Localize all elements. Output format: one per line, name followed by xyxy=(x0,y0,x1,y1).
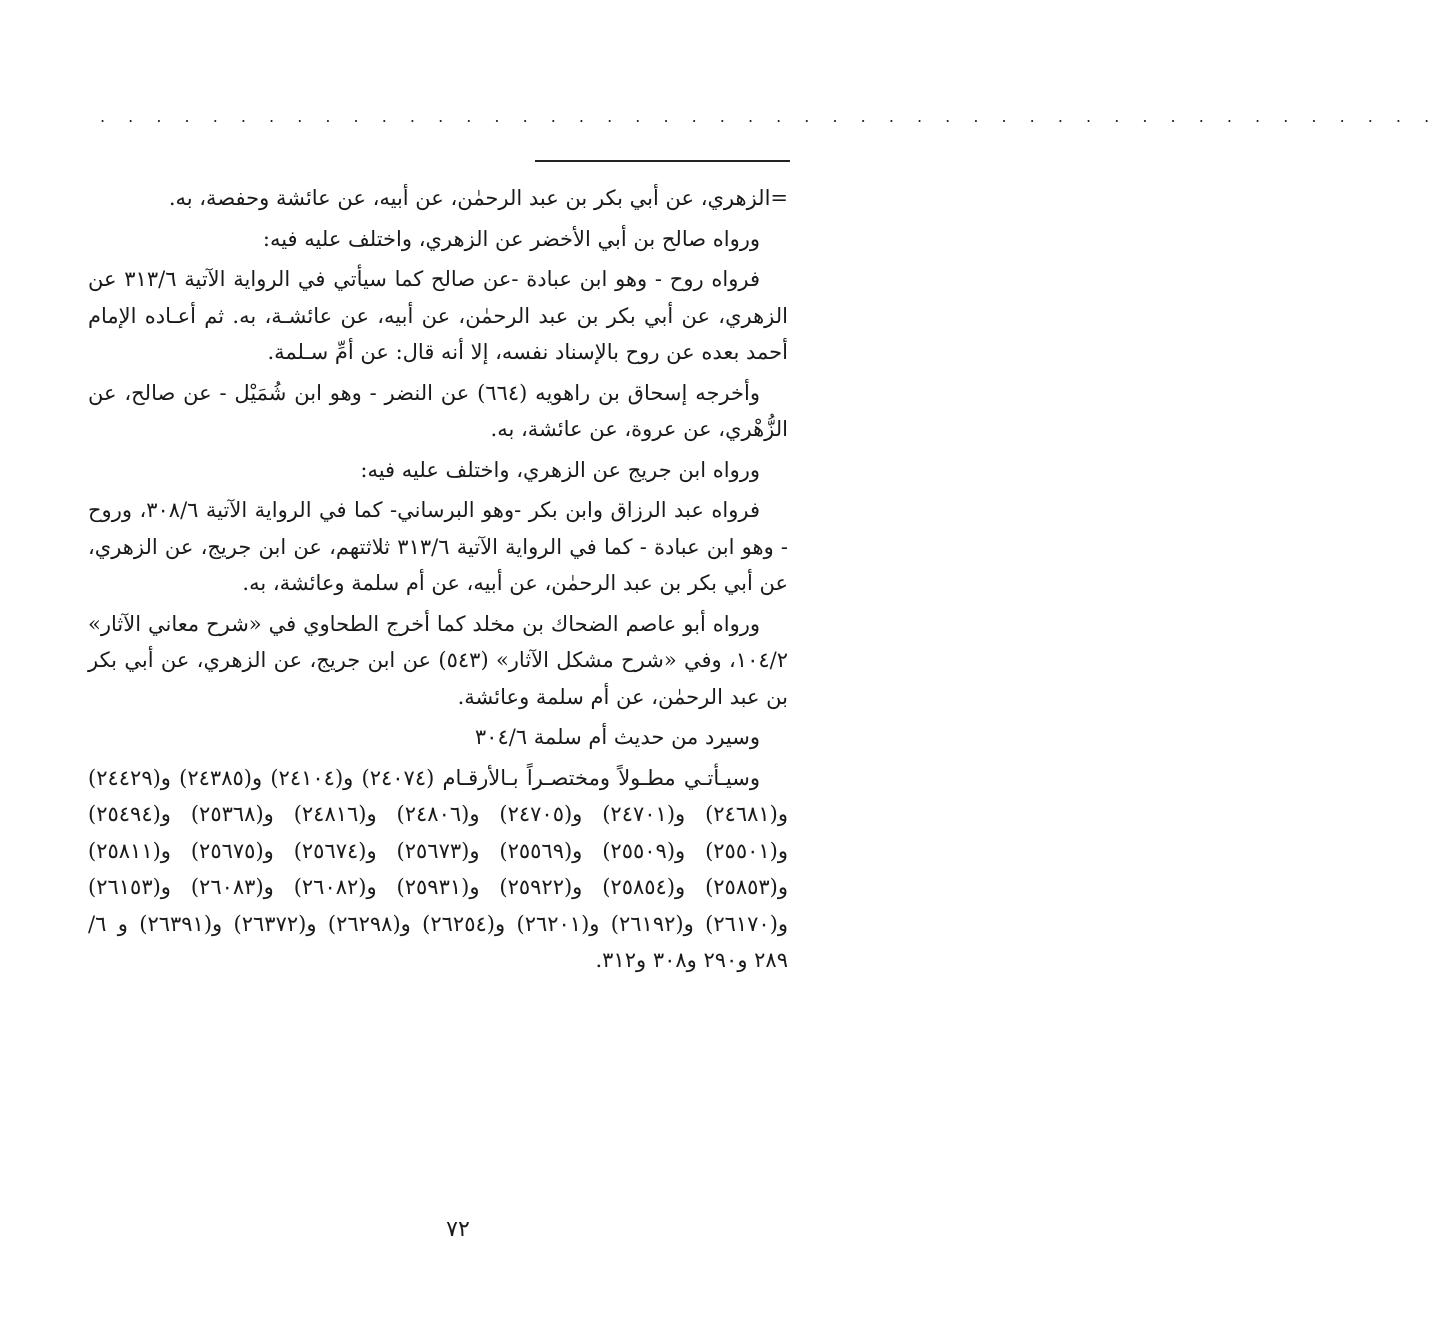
dotted-separator: . . . . . . . . . . . . . . . . . . . . . . . . . . . . . . . . . . . . . . . . . . . . . . . . xyxy=(100,107,1438,126)
paragraph-abd-al-razzaq-narration: فرواه عبد الرزاق وابن بكر -وهو البرساني- كما في الرواية الآتية ٣٠٨/٦، وروح - وهو ابن عبادة - كما في الرواية الآتية ٣١٣/٦ ثلاثتهم، عن ابن جريج، عن الزهري، عن أبي بكر بن عبد الرحمٰن، عن أبيه، عن أم سلمة وعائشة، به. xyxy=(88,498,788,595)
paragraph-rawh-narration: فرواه روح - وهو ابن عبادة -عن صالح كما سيأتي في الرواية الآتية ٣١٣/٦ عن الزهري، عن أبي بكر بن عبد الرحمٰن، عن أبيه، عن عائشـة، به. ثم أعـاده الإمام أحمد بعده عن روح بالإسناد نفسه، إلا أنه قال: عن أمِّ سـلمة. xyxy=(88,267,788,364)
paragraph-umm-salama-reference: وسيرد من حديث أم سلمة ٣٠٤/٦ xyxy=(474,725,760,749)
paragraph-salih-narration: ورواه صالح بن أبي الأخضر عن الزهري، واختلف عليه فيه: xyxy=(262,226,760,251)
page-number: ٧٢ xyxy=(446,1217,470,1242)
footnote-body xyxy=(88,180,788,979)
footnote-divider xyxy=(535,160,790,162)
paragraph-ibn-jurayj-narration: ورواه ابن جريج عن الزهري، واختلف عليه فيه: xyxy=(360,457,760,482)
paragraph-cross-references: وسيـأتـي مطـولاً ومختصـراً بـالأرقـام (٢٤٠٧٤) و(٢٤١٠٤) و(٢٤٣٨٥) و(٢٤٤٢٩) و(٢٤٦٨١) و(٢٤٧٠١) و(٢٤٧٠٥) و(٢٤٨٠٦) و(٢٤٨١٦) و(٢٥٣٦٨) و(٢٥٤٩٤) و(٢٥٥٠١) و(٢٥٥٠٩) و(٢٥٥٦٩) و(٢٥٦٧٣) و(٢٥٦٧٤) و(٢٥٦٧٥) و(٢٥٨١١) و(٢٥٨٥٣) و(٢٥٨٥٤) و(٢٥٩٢٢) و(٢٥٩٣١) و(٢٦٠٨٢) و(٢٦٠٨٣) و(٢٦١٥٣) و(٢٦١٧٠) و(٢٦١٩٢) و(٢٦٢٠١) و(٢٦٢٥٤) و(٢٦٢٩٨) و(٢٦٣٧٢) و(٢٦٣٩١) و ٦/ ٢٨٩ و٢٩٠ و٣٠٨ و٣١٢. xyxy=(88,765,789,972)
paragraph-abu-asim-narration: ورواه أبو عاصم الضحاك بن مخلد كما أخرج الطحاوي في «شرح معاني الآثار» ١٠٤/٢، وفي «شرح مشكل الآثار» (٥٤٣) عن ابن جريج، عن الزهري، عن أبي بكر بن عبد الرحمٰن، عن أم سلمة وعائشة. xyxy=(88,611,788,709)
paragraph-ishaq-narration: وأخرجه إسحاق بن راهويه (٦٦٤) عن النضر - وهو ابن شُمَيْل - عن صالح، عن الزُّهْري، عن عروة، عن عائشة، به. xyxy=(88,380,788,441)
paragraph-continuation: =الزهري، عن أبي بكر بن عبد الرحمٰن، عن أبيه، عن عائشة وحفصة، به. xyxy=(168,186,788,210)
